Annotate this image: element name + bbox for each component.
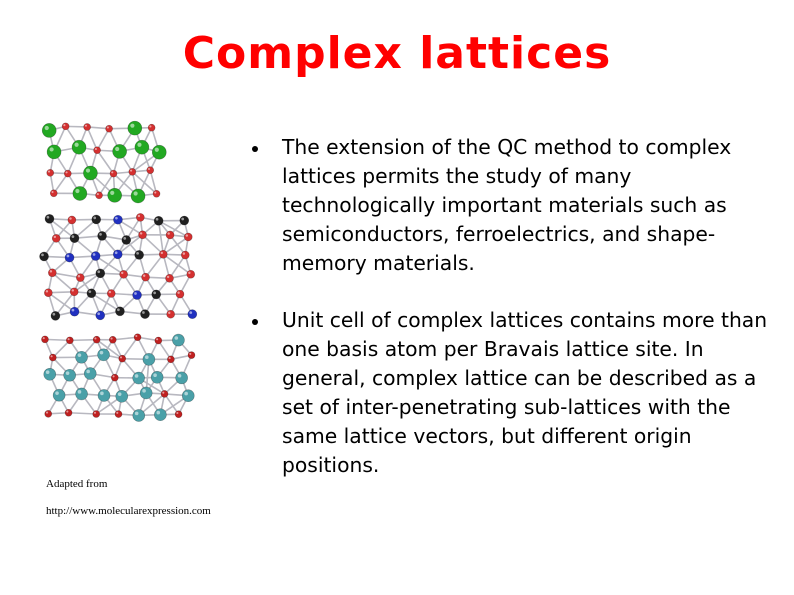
atom	[92, 215, 101, 224]
atom	[140, 387, 152, 399]
atom-highlight	[181, 218, 184, 221]
atom-highlight	[115, 251, 118, 254]
blue-red-black-lattice-image	[30, 208, 250, 328]
atom-highlight	[68, 338, 70, 340]
atom	[76, 351, 88, 363]
atom-highlight	[137, 143, 141, 147]
bullet-dot-icon	[252, 146, 258, 152]
lattice-images	[30, 118, 250, 448]
atom-highlight	[93, 217, 96, 220]
atom	[167, 356, 174, 363]
atom	[98, 389, 110, 401]
atom-highlight	[72, 309, 75, 312]
atom	[108, 188, 122, 202]
atom-highlight	[63, 124, 65, 126]
atom	[154, 216, 163, 225]
atom	[73, 186, 87, 200]
atom-highlight	[156, 218, 159, 221]
atom	[129, 168, 136, 175]
atom-highlight	[117, 308, 120, 311]
bullet-item	[252, 306, 772, 480]
atom	[96, 192, 103, 199]
atom-highlight	[78, 275, 80, 277]
atom	[84, 123, 91, 130]
atom	[143, 353, 155, 365]
atom-highlight	[175, 336, 179, 340]
atom-highlight	[109, 291, 111, 293]
atom-highlight	[155, 148, 159, 152]
atom	[166, 274, 174, 282]
atom	[93, 336, 100, 343]
atom	[116, 390, 128, 402]
atom-highlight	[94, 412, 96, 414]
atom-highlight	[78, 353, 82, 357]
atom-highlight	[168, 312, 170, 314]
atom	[98, 349, 110, 361]
atom-highlight	[99, 233, 102, 236]
bond	[97, 150, 113, 173]
atom-highlight	[120, 356, 122, 358]
atom	[153, 190, 160, 197]
atom	[68, 216, 76, 224]
atom	[188, 310, 197, 319]
atom	[109, 336, 116, 343]
atom-highlight	[54, 236, 56, 238]
atom	[110, 170, 117, 177]
atom-highlight	[46, 290, 48, 292]
atom-highlight	[118, 392, 122, 396]
atom-highlight	[72, 235, 75, 238]
atom	[172, 334, 184, 346]
atom-highlight	[111, 171, 113, 173]
atom	[128, 121, 142, 135]
atom	[154, 409, 166, 421]
atom	[70, 234, 79, 243]
atom-highlight	[97, 193, 99, 195]
atom	[91, 252, 100, 261]
atom	[44, 289, 52, 297]
atom-highlight	[156, 411, 160, 415]
atom	[52, 234, 60, 242]
atom-highlight	[149, 125, 151, 127]
atom-highlight	[178, 374, 182, 378]
atom-highlight	[55, 391, 59, 395]
atom	[133, 372, 145, 384]
atom	[180, 216, 189, 225]
atom	[47, 145, 61, 159]
atom	[147, 167, 154, 174]
atom-highlight	[115, 147, 119, 151]
atom-highlight	[51, 191, 53, 193]
atom-highlight	[135, 335, 137, 337]
atom-highlight	[161, 252, 163, 254]
atom	[133, 409, 145, 421]
atom	[106, 125, 113, 132]
atom	[45, 410, 52, 417]
atom-highlight	[66, 410, 68, 412]
atom	[135, 250, 144, 259]
atom-highlight	[43, 337, 45, 339]
atom	[76, 274, 84, 282]
atom-highlight	[153, 292, 156, 295]
atom-highlight	[88, 290, 91, 293]
atom	[159, 250, 167, 258]
atom	[133, 291, 142, 300]
atom	[107, 289, 115, 297]
atom	[45, 214, 54, 223]
atom	[115, 307, 124, 316]
atom-highlight	[189, 311, 192, 314]
atom-highlight	[116, 412, 118, 414]
atom-highlight	[142, 389, 146, 393]
atom	[84, 368, 96, 380]
atom	[120, 270, 128, 278]
atom	[96, 311, 105, 320]
atom-highlight	[145, 355, 149, 359]
atom	[181, 251, 189, 259]
bullet-list	[252, 133, 772, 508]
atom-highlight	[67, 255, 70, 258]
atom-highlight	[85, 125, 87, 127]
bullet-dot-icon	[252, 319, 258, 325]
atom	[70, 307, 79, 316]
atom-highlight	[100, 392, 104, 396]
atom-highlight	[153, 373, 157, 377]
atom	[76, 388, 88, 400]
atom-highlight	[50, 270, 52, 272]
atom-highlight	[189, 353, 191, 355]
credit-url: http://www.molecularexpression.com	[46, 505, 211, 517]
atom	[184, 233, 192, 241]
atom	[187, 270, 195, 278]
atom-highlight	[135, 374, 139, 378]
atom-highlight	[183, 252, 185, 254]
atom	[113, 215, 122, 224]
bullet-item	[252, 133, 772, 278]
atom	[151, 371, 163, 383]
atom-highlight	[134, 292, 137, 295]
atom-highlight	[51, 355, 53, 357]
atom	[93, 411, 100, 418]
atom-highlight	[45, 126, 49, 130]
atom	[188, 352, 195, 359]
atom-highlight	[97, 312, 100, 315]
atom-highlight	[97, 270, 100, 273]
atom-highlight	[134, 191, 138, 195]
bond	[122, 337, 137, 358]
atom	[65, 253, 74, 262]
atom-highlight	[100, 351, 104, 355]
atom-highlight	[47, 216, 50, 219]
green-red-lattice-image	[30, 118, 250, 208]
atom	[142, 273, 150, 281]
atom-highlight	[93, 253, 96, 256]
bond	[70, 340, 97, 341]
atom-highlight	[46, 412, 48, 414]
bullet-text: Unit cell of complex lattices contains more than one basis atom per Bravais lattice site. In general, complex lattice can be described as a set of inter-penetrating sub-lattices with the same lattice vectors, but different origin positions.	[282, 308, 768, 477]
atom-highlight	[46, 370, 50, 374]
atom	[47, 169, 54, 176]
atom	[135, 140, 149, 154]
atom	[148, 124, 155, 131]
atom	[182, 390, 194, 402]
atom	[87, 289, 96, 298]
atom	[113, 250, 122, 259]
atom-highlight	[69, 217, 71, 219]
atom	[49, 354, 56, 361]
atom	[113, 144, 127, 158]
atom	[66, 337, 73, 344]
atom-highlight	[48, 171, 50, 173]
atom-highlight	[111, 338, 113, 340]
atom-highlight	[74, 143, 78, 147]
atom-highlight	[41, 254, 44, 257]
atom-highlight	[154, 191, 156, 193]
atom	[98, 231, 107, 240]
atom	[83, 166, 97, 180]
atom-highlight	[143, 275, 145, 277]
atom	[50, 190, 57, 197]
atom-highlight	[142, 311, 145, 314]
atom	[119, 355, 126, 362]
atom	[136, 213, 144, 221]
atom	[94, 147, 101, 154]
atom	[155, 337, 162, 344]
atom	[64, 170, 71, 177]
atom	[166, 231, 174, 239]
atom-highlight	[167, 276, 169, 278]
atom-highlight	[53, 313, 56, 316]
atom	[44, 368, 56, 380]
atom-highlight	[110, 191, 114, 195]
atom	[65, 409, 72, 416]
atom-highlight	[148, 168, 150, 170]
atom	[40, 252, 49, 261]
atom	[167, 310, 175, 318]
atom-highlight	[167, 232, 169, 234]
slide-title: Complex lattices	[182, 28, 612, 79]
atom	[111, 374, 118, 381]
atom	[161, 390, 168, 397]
atom-highlight	[50, 147, 54, 151]
atom-highlight	[130, 124, 134, 128]
atom-highlight	[113, 375, 115, 377]
atom-highlight	[123, 237, 126, 240]
atom	[51, 311, 60, 320]
atom-highlight	[107, 126, 109, 128]
atom-highlight	[72, 289, 74, 291]
atom	[70, 288, 78, 296]
atom-highlight	[138, 215, 140, 217]
atom-highlight	[184, 392, 188, 396]
atom	[64, 369, 76, 381]
atom	[41, 336, 48, 343]
atom-highlight	[169, 357, 171, 359]
atom	[140, 310, 149, 319]
credit-label: Adapted from	[46, 478, 108, 490]
atom	[122, 235, 131, 244]
atom	[176, 372, 188, 384]
atom-highlight	[66, 171, 68, 173]
atom	[62, 123, 69, 130]
atom-highlight	[78, 390, 82, 394]
atom-highlight	[75, 189, 79, 193]
atom-highlight	[86, 370, 90, 374]
atom	[53, 389, 65, 401]
atom-highlight	[156, 338, 158, 340]
atom-highlight	[115, 217, 118, 220]
atom-highlight	[177, 292, 179, 294]
atom	[176, 290, 184, 298]
bond	[146, 254, 164, 277]
teal-red-lattice-image	[30, 328, 250, 428]
atom-highlight	[136, 252, 139, 255]
atom	[96, 269, 105, 278]
atom	[48, 269, 56, 277]
atom-highlight	[86, 168, 90, 172]
atom-highlight	[186, 234, 188, 236]
atom-highlight	[188, 272, 190, 274]
atom	[131, 189, 145, 203]
atom-highlight	[121, 272, 123, 274]
atom	[115, 411, 122, 418]
atom-highlight	[135, 412, 139, 416]
atom-highlight	[140, 232, 142, 234]
atom	[139, 231, 147, 239]
atom-highlight	[130, 170, 132, 172]
atom	[152, 145, 166, 159]
atom	[42, 123, 56, 137]
atom	[72, 140, 86, 154]
atom-highlight	[162, 392, 164, 394]
atom-highlight	[95, 148, 97, 150]
atom	[152, 290, 161, 299]
bond	[69, 413, 97, 414]
atom	[175, 411, 182, 418]
atom	[134, 334, 141, 341]
atom-highlight	[176, 412, 178, 414]
atom-highlight	[66, 371, 70, 375]
atom-highlight	[94, 337, 96, 339]
bullet-text: The extension of the QC method to complex lattices permits the study of many technologically important materials such as semiconductors, ferroelectrics, and shape-memory materials.	[282, 135, 732, 275]
